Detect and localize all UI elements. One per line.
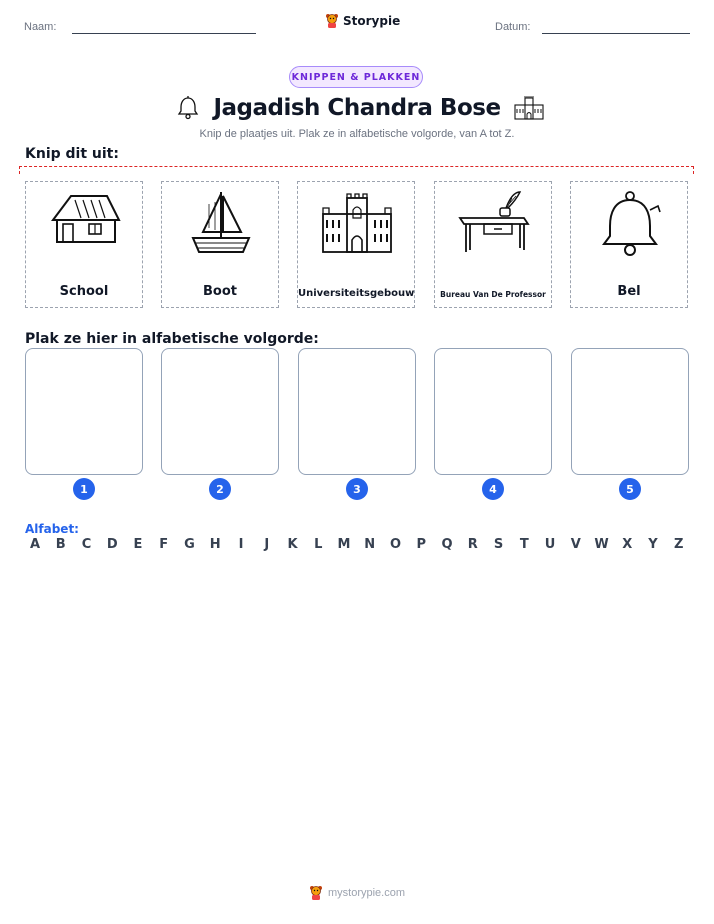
alphabet-row <box>25 537 689 552</box>
brand-logo <box>325 13 400 29</box>
paste-slot-4[interactable] <box>434 348 552 475</box>
cut-card-bureau[interactable] <box>434 181 552 308</box>
alphabet-letter: H <box>209 537 221 552</box>
bear-mascot-icon <box>309 885 323 901</box>
alphabet-letter: R <box>467 537 478 552</box>
paste-slot-5[interactable] <box>571 348 689 475</box>
university-building-icon <box>317 188 397 260</box>
brand-name: Storypie <box>343 14 401 28</box>
name-line[interactable] <box>72 33 256 34</box>
slot-number: 3 <box>346 478 368 500</box>
cut-card-boot[interactable] <box>161 181 279 308</box>
alphabet-letter: G <box>184 537 195 552</box>
alphabet-letter: E <box>133 537 143 552</box>
paste-slot-1[interactable] <box>25 348 143 475</box>
card-label: School <box>59 284 109 299</box>
alphabet-letter: O <box>389 537 402 552</box>
sailboat-icon <box>181 188 261 260</box>
card-label: Bel <box>617 284 641 299</box>
footer-url[interactable]: mystorypie.com <box>327 887 406 899</box>
cut-card-school[interactable] <box>25 181 143 308</box>
date-label: Datum: <box>495 21 531 33</box>
alphabet-letter: Z <box>674 537 684 552</box>
alphabet-letter: F <box>159 537 169 552</box>
alphabet-letter: T <box>519 537 529 552</box>
university-building-icon <box>513 95 545 121</box>
alphabet-letter: L <box>314 537 323 552</box>
alphabet-letter: K <box>287 537 298 552</box>
cut-line <box>19 166 694 174</box>
alphabet-letter: P <box>416 537 427 552</box>
title-row <box>170 90 550 126</box>
card-label: Boot <box>203 284 237 299</box>
bear-mascot-icon <box>325 13 339 29</box>
alphabet-letter: Y <box>648 537 658 552</box>
alphabet-letter: Q <box>441 537 453 552</box>
alphabet-label: Alfabet: <box>25 522 79 536</box>
activity-badge: KNIPPEN & PLAKKEN <box>289 66 423 88</box>
slot-number: 2 <box>209 478 231 500</box>
alphabet-letter: U <box>544 537 556 552</box>
cut-heading: Knip dit uit: <box>25 146 119 162</box>
paste-slot-3[interactable] <box>298 348 416 475</box>
slot-number: 4 <box>482 478 504 500</box>
alphabet-letter: S <box>493 537 504 552</box>
card-label: Bureau Van De Professor <box>440 290 546 299</box>
name-label: Naam: <box>24 21 57 33</box>
alphabet-letter: N <box>364 537 376 552</box>
instructions: Knip de plaatjes uit. Plak ze in alfabetische volgorde, van A tot Z. <box>199 128 515 140</box>
alphabet-letter: A <box>29 537 41 552</box>
paste-heading: Plak ze hier in alfabetische volgorde: <box>25 331 319 347</box>
bell-icon <box>175 95 201 121</box>
cut-card-universiteitsgebouw[interactable] <box>297 181 415 308</box>
slot-number: 5 <box>619 478 641 500</box>
alphabet-letter: X <box>622 537 633 552</box>
alphabet-letter: J <box>264 537 270 552</box>
alphabet-letter: V <box>570 537 581 552</box>
desk-icon <box>454 188 534 260</box>
slot-number: 1 <box>73 478 95 500</box>
house-icon <box>45 188 125 260</box>
alphabet-letter: W <box>594 537 609 552</box>
date-line[interactable] <box>542 33 690 34</box>
bell-icon <box>590 188 670 260</box>
alphabet-letter: I <box>238 537 244 552</box>
cut-card-bel[interactable] <box>570 181 688 308</box>
page-title: Jagadish Chandra Bose <box>213 95 501 121</box>
alphabet-letter: D <box>106 537 118 552</box>
alphabet-letter: M <box>337 537 351 552</box>
card-label: Universiteitsgebouw <box>298 288 415 299</box>
alphabet-letter: B <box>55 537 66 552</box>
alphabet-letter: C <box>81 537 92 552</box>
paste-slot-2[interactable] <box>161 348 279 475</box>
footer <box>0 885 714 901</box>
